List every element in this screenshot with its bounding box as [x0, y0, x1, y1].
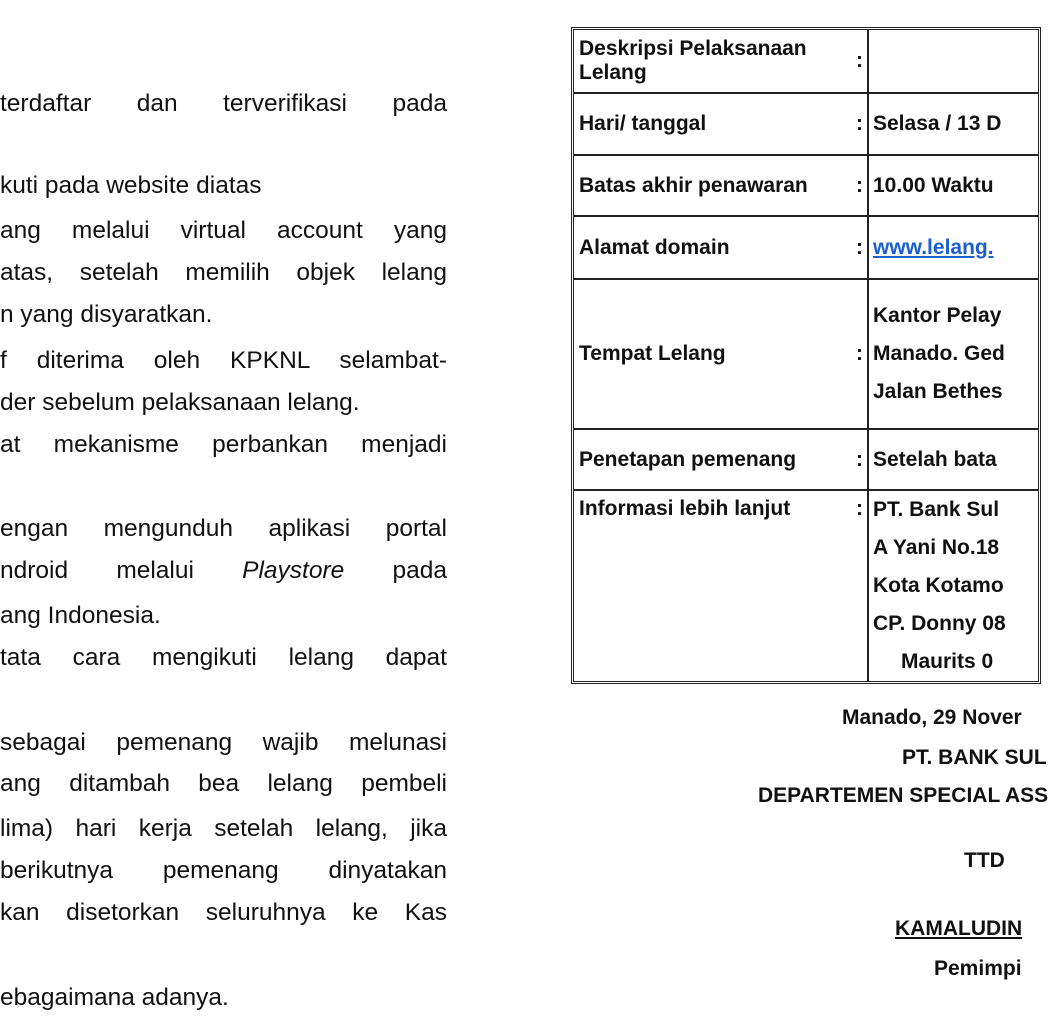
table-label: [574, 30, 869, 92]
row-label-deadline: Batas akhir penawaran: [579, 173, 808, 197]
table-value: [869, 430, 1038, 489]
row-value-contact-line-2: A Yani No.18: [873, 536, 1000, 559]
row-label-description: Deskripsi Pelaksanaan Lelang: [579, 37, 807, 84]
body-line-4: atas, setelah memilih objek lelang: [0, 259, 447, 286]
table-row-venue: [574, 280, 1038, 430]
body-line-10: [0, 553, 447, 590]
row-value-venue-line-2: Manado. Ged: [873, 342, 1005, 365]
body-line-8: at mekanisme perbankan menjadi: [0, 431, 447, 458]
table-value: [869, 30, 1038, 92]
row-value-venue-line-3: Jalan Bethes: [873, 380, 1003, 403]
body-line-12: tata cara mengikuti lelang dapat: [0, 644, 447, 671]
row-colon: :: [856, 235, 863, 259]
row-colon: :: [856, 49, 863, 72]
auction-info-table: [571, 27, 1041, 684]
table-value: [869, 217, 1038, 278]
table-row-deadline: [574, 156, 1038, 217]
body-line-1: terdaftar dan terverifikasi pada: [0, 90, 447, 117]
row-colon: :: [856, 173, 863, 197]
footer-department: DEPARTEMEN SPECIAL ASS: [758, 784, 1048, 807]
body-line-17: kan disetorkan seluruhnya ke Kas: [0, 899, 447, 926]
row-label-winner: Penetapan pemenang: [579, 447, 797, 471]
row-value-deadline: 10.00 Waktu: [873, 173, 994, 197]
row-value-winner: Setelah bata: [873, 447, 997, 471]
table-row-description: [574, 30, 1038, 94]
row-value-contact-line-1: PT. Bank Sul: [873, 498, 1000, 521]
row-colon: :: [856, 112, 863, 135]
body-line-14: ang ditambah bea lelang pembeli: [0, 770, 447, 797]
table-row-winner: [574, 430, 1038, 491]
body-line-16: berikutnya pemenang dinyatakan: [0, 857, 447, 884]
body-line-15: lima) hari kerja setelah lelang, jika: [0, 815, 447, 842]
table-value: [869, 94, 1038, 154]
footer-signature: TTD: [964, 849, 1005, 872]
table-value: [869, 156, 1038, 215]
row-label-domain: Alamat domain: [579, 235, 730, 259]
body-line-6: f diterima oleh KPKNL selambat-: [0, 347, 447, 374]
row-label-venue: Tempat Lelang: [579, 342, 726, 365]
auction-info-column: [571, 0, 1048, 1024]
table-label: [574, 491, 869, 681]
row-value-contact-line-4: CP. Donny 08: [873, 612, 1006, 635]
row-colon: :: [856, 342, 863, 365]
body-line-10-text: ndroid melalui Playstore pada: [0, 557, 447, 584]
table-label: [574, 430, 869, 489]
table-row-domain: [574, 217, 1038, 280]
row-value-contact-line-3: Kota Kotamo: [873, 574, 1004, 597]
table-value: [869, 280, 1038, 428]
table-label: [574, 217, 869, 278]
row-colon: :: [856, 447, 863, 471]
row-colon: :: [856, 497, 863, 520]
body-line-7: der sebelum pelaksanaan lelang.: [0, 389, 360, 416]
row-value-venue-line-1: Kantor Pelay: [873, 304, 1002, 327]
table-label: [574, 156, 869, 215]
body-line-18: ebagaimana adanya.: [0, 984, 229, 1011]
body-line-3: ang melalui virtual account yang: [0, 217, 447, 244]
body-line-11: ang Indonesia.: [0, 602, 161, 629]
playstore-word: Playstore: [242, 557, 345, 584]
domain-link[interactable]: www.lelang.: [873, 235, 994, 259]
table-value: [869, 491, 1038, 681]
footer-signer-title: Pemimpi: [934, 957, 1022, 980]
body-line-9: engan mengunduh aplikasi portal: [0, 515, 447, 542]
table-label: [574, 280, 869, 428]
body-line-13: sebagai pemenang wajib melunasi: [0, 729, 447, 756]
announcement-body-column: [0, 0, 447, 1024]
footer-place-date: Manado, 29 Nover: [842, 706, 1022, 729]
footer-company: PT. BANK SUL: [902, 746, 1047, 769]
table-row-date: [574, 94, 1038, 156]
body-line-5: n yang disyaratkan.: [0, 301, 213, 328]
footer-signer-name: KAMALUDIN: [895, 917, 1023, 940]
row-value-contact-line-5: Maurits 0: [901, 650, 994, 673]
row-value-date: Selasa / 13 D: [873, 112, 1002, 135]
table-label: [574, 94, 869, 154]
row-label-contact: Informasi lebih lanjut: [579, 497, 791, 520]
body-line-2: kuti pada website diatas: [0, 172, 262, 199]
row-label-date: Hari/ tanggal: [579, 112, 707, 135]
table-row-contact: [574, 491, 1038, 681]
